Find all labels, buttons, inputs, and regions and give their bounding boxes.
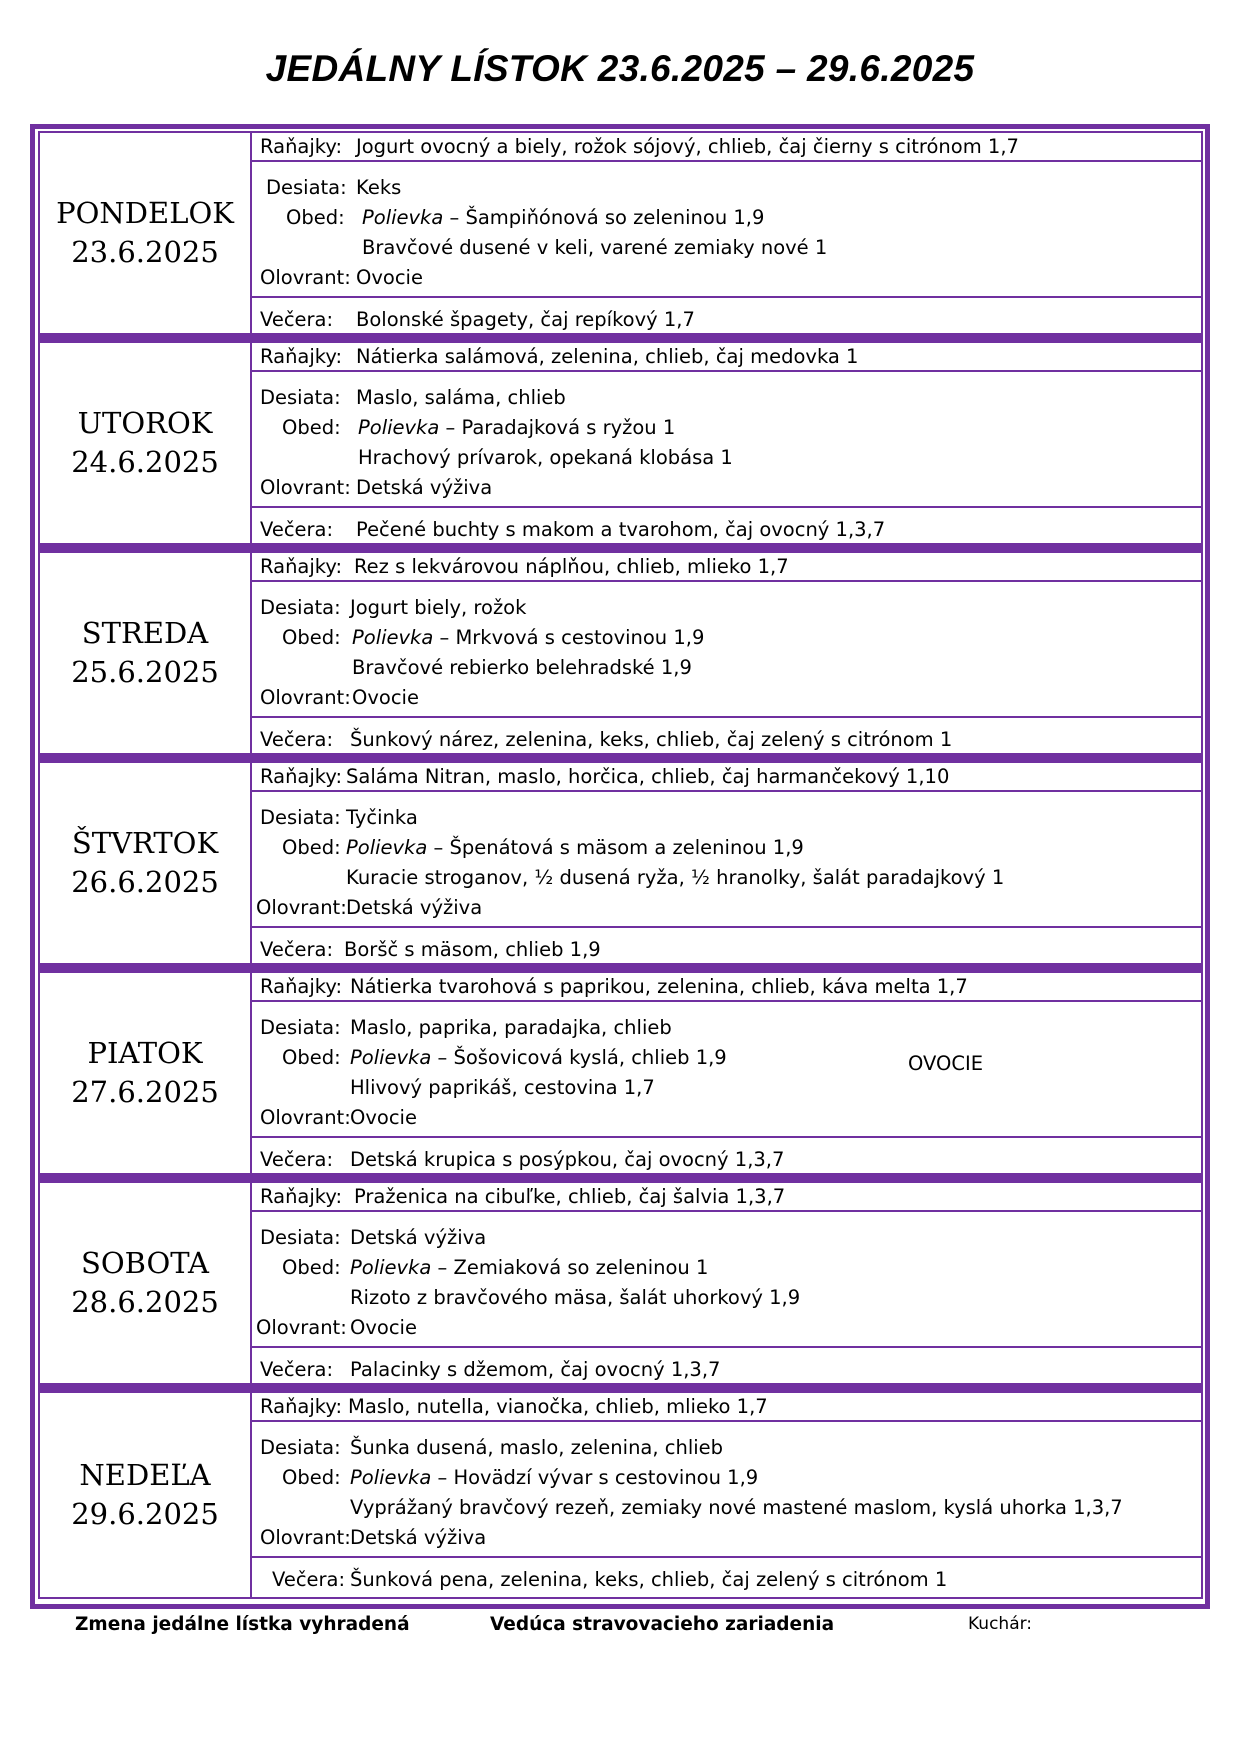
footer-manager: Vedúca stravovacieho zariadenia <box>490 1614 835 1635</box>
vecera-label: Večera: <box>260 308 334 331</box>
obed-label: Obed: <box>282 626 341 649</box>
desiata-text: Detská výživa <box>350 1226 487 1249</box>
day-cell <box>40 133 252 333</box>
ranajky-row <box>252 1393 1201 1422</box>
polievka-label: Polievka <box>358 416 440 439</box>
vecera-label: Večera: <box>260 518 334 541</box>
olovrant-text: Detská výživa <box>346 896 483 919</box>
olovrant-label: Olovrant: <box>260 266 351 289</box>
ranajky-label: Raňajky: <box>260 975 343 998</box>
day-name: PIATOK <box>87 1036 203 1070</box>
ranajky-label: Raňajky: <box>260 1185 343 1208</box>
vecera-row <box>252 1560 1201 1597</box>
lunch-row <box>252 794 1201 928</box>
day-cell <box>40 343 252 543</box>
desiata-text: Maslo, saláma, chlieb <box>356 386 566 409</box>
ranajky-row <box>252 133 1201 162</box>
day-block <box>38 131 1203 335</box>
ranajky-text: Nátierka salámová, zelenina, chlieb, čaj medovka 1 <box>356 345 859 368</box>
vecera-label: Večera: <box>272 1568 346 1591</box>
ranajky-row <box>252 1183 1201 1212</box>
vecera-text: Bolonské špagety, čaj repíkový 1,7 <box>356 308 695 331</box>
day-name: UTOROK <box>77 406 213 440</box>
ranajky-label: Raňajky: <box>260 1395 343 1418</box>
hlavne-jedlo: Kuracie stroganov, ½ dusená ryža, ½ hranolky, šalát paradajkový 1 <box>346 866 1005 889</box>
ranajky-text: Saláma Nitran, maslo, horčica, chlieb, čaj harmančekový 1,10 <box>346 765 950 788</box>
polievka-line <box>346 836 804 859</box>
day-block <box>38 971 1203 1175</box>
day-cell <box>40 553 252 753</box>
ranajky-text: Praženica na cibuľke, chlieb, čaj šalvia 1,3,7 <box>354 1185 786 1208</box>
vecera-text: Detská krupica s posýpkou, čaj ovocný 1,3,7 <box>350 1148 785 1171</box>
day-block <box>38 1181 1203 1385</box>
polievka-line <box>350 1466 758 1489</box>
hlavne-jedlo: Hrachový prívarok, opekaná klobása 1 <box>358 446 733 469</box>
polievka-text: – Hovädzí vývar s cestovinou 1,9 <box>431 1466 759 1489</box>
olovrant-text: Ovocie <box>350 1106 417 1129</box>
vecera-text: Šunková pena, zelenina, keks, chlieb, čaj zelený s citrónom 1 <box>350 1568 948 1591</box>
vecera-text: Šunkový nárez, zelenina, keks, chlieb, čaj zelený s citrónom 1 <box>350 728 953 751</box>
footer-note: Zmena jedálne lístka vyhradená <box>75 1614 410 1635</box>
hlavne-jedlo: Vyprážaný bravčový rezeň, zemiaky nové mastené maslom, kyslá uhorka 1,3,7 <box>350 1496 1123 1519</box>
desiata-text: Tyčinka <box>346 806 418 829</box>
day-name: STREDA <box>81 616 209 650</box>
vecera-row <box>252 1350 1201 1383</box>
vecera-label: Večera: <box>260 1358 334 1381</box>
desiata-text: Jogurt biely, rožok <box>350 596 527 619</box>
ranajky-row <box>252 763 1201 792</box>
vecera-row <box>252 1140 1201 1173</box>
ranajky-row <box>252 343 1201 372</box>
obed-label: Obed: <box>282 416 341 439</box>
polievka-text: – Mrkvová s cestovinou 1,9 <box>433 626 705 649</box>
ranajky-text: Rez s lekvárovou náplňou, chlieb, mlieko 1,7 <box>354 555 789 578</box>
hlavne-jedlo: Rizoto z bravčového mäsa, šalát uhorkový 1,9 <box>350 1286 801 1309</box>
day-date: 27.6.2025 <box>71 1075 219 1109</box>
day-block <box>38 341 1203 545</box>
obed-extra: OVOCIE <box>908 1052 984 1075</box>
olovrant-text: Detská výživa <box>350 1526 487 1549</box>
lunch-row <box>252 1424 1201 1558</box>
day-date: 26.6.2025 <box>71 865 219 899</box>
day-name: NEDEĽA <box>79 1458 211 1492</box>
day-date: 25.6.2025 <box>71 655 219 689</box>
polievka-text: – Šošovicová kyslá, chlieb 1,9 <box>431 1046 727 1069</box>
day-block <box>38 761 1203 965</box>
ranajky-text: Maslo, nutella, vianočka, chlieb, mlieko 1,7 <box>348 1395 768 1418</box>
day-date: 28.6.2025 <box>71 1285 219 1319</box>
desiata-label: Desiata: <box>260 806 341 829</box>
olovrant-text: Ovocie <box>350 1316 417 1339</box>
polievka-line <box>362 206 764 229</box>
olovrant-label: Olovrant: <box>256 896 347 919</box>
polievka-text: – Paradajková s ryžou 1 <box>439 416 676 439</box>
polievka-label: Polievka <box>346 836 428 859</box>
ranajky-label: Raňajky: <box>260 345 343 368</box>
polievka-label: Polievka <box>352 626 434 649</box>
lunch-row <box>252 1004 1201 1138</box>
hlavne-jedlo: Hlivový paprikáš, cestovina 1,7 <box>350 1076 655 1099</box>
polievka-label: Polievka <box>350 1256 432 1279</box>
vecera-label: Večera: <box>260 1148 334 1171</box>
obed-label: Obed: <box>282 1466 341 1489</box>
desiata-label: Desiata: <box>266 176 347 199</box>
vecera-text: Palacinky s džemom, čaj ovocný 1,3,7 <box>350 1358 721 1381</box>
ranajky-label: Raňajky: <box>260 555 343 578</box>
lunch-row <box>252 1214 1201 1348</box>
day-date: 23.6.2025 <box>71 235 219 269</box>
vecera-row <box>252 300 1201 333</box>
polievka-label: Polievka <box>362 206 444 229</box>
desiata-label: Desiata: <box>260 596 341 619</box>
day-date: 24.6.2025 <box>71 445 219 479</box>
day-cell <box>40 1393 252 1597</box>
ranajky-label: Raňajky: <box>260 135 343 158</box>
polievka-line <box>358 416 675 439</box>
polievka-text: – Šampiňónová so zeleninou 1,9 <box>443 206 765 229</box>
footer-cook: Kuchár: <box>968 1614 1033 1634</box>
day-name: SOBOTA <box>81 1246 209 1280</box>
day-date: 29.6.2025 <box>71 1497 219 1531</box>
day-cell <box>40 1183 252 1383</box>
polievka-line <box>350 1256 708 1279</box>
hlavne-jedlo: Bravčové rebierko belehradské 1,9 <box>352 656 692 679</box>
obed-label: Obed: <box>286 206 345 229</box>
lunch-row <box>252 584 1201 718</box>
menu-title: JEDÁLNY LÍSTOK 23.6.2025 – 29.6.2025 <box>265 48 975 89</box>
vecera-label: Večera: <box>260 728 334 751</box>
day-name: ŠTVRTOK <box>71 826 219 860</box>
lunch-row <box>252 164 1201 298</box>
obed-label: Obed: <box>282 1046 341 1069</box>
vecera-row <box>252 510 1201 543</box>
vecera-label: Večera: <box>260 938 334 961</box>
olovrant-label: Olovrant: <box>260 1526 351 1549</box>
desiata-text: Maslo, paprika, paradajka, chlieb <box>350 1016 672 1039</box>
day-block <box>38 551 1203 755</box>
desiata-label: Desiata: <box>260 1226 341 1249</box>
vecera-row <box>252 720 1201 753</box>
hlavne-jedlo: Bravčové dusené v keli, varené zemiaky nové 1 <box>362 236 828 259</box>
olovrant-text: Ovocie <box>352 686 419 709</box>
olovrant-label: Olovrant: <box>260 686 351 709</box>
obed-label: Obed: <box>282 836 341 859</box>
day-cell <box>40 973 252 1173</box>
vecera-text: Pečené buchty s makom a tvarohom, čaj ovocný 1,3,7 <box>356 518 886 541</box>
desiata-text: Keks <box>356 176 402 199</box>
ranajky-row <box>252 553 1201 582</box>
ranajky-label: Raňajky: <box>260 765 343 788</box>
desiata-label: Desiata: <box>260 386 341 409</box>
olovrant-label: Olovrant: <box>256 1316 347 1339</box>
day-name: PONDELOK <box>56 196 234 230</box>
olovrant-text: Detská výživa <box>356 476 493 499</box>
day-block <box>38 1391 1203 1599</box>
ranajky-text: Nátierka tvarohová s paprikou, zelenina, chlieb, káva melta 1,7 <box>350 975 968 998</box>
polievka-line <box>350 1046 727 1069</box>
olovrant-label: Olovrant: <box>260 476 351 499</box>
day-cell <box>40 763 252 963</box>
polievka-text: – Zemiaková so zeleninou 1 <box>431 1256 709 1279</box>
polievka-label: Polievka <box>350 1046 432 1069</box>
desiata-label: Desiata: <box>260 1016 341 1039</box>
obed-label: Obed: <box>282 1256 341 1279</box>
polievka-line <box>352 626 704 649</box>
polievka-text: – Špenátová s mäsom a zeleninou 1,9 <box>427 836 804 859</box>
vecera-text: Boršč s mäsom, chlieb 1,9 <box>344 938 601 961</box>
vecera-row <box>252 930 1201 963</box>
desiata-label: Desiata: <box>260 1436 341 1459</box>
lunch-row <box>252 374 1201 508</box>
olovrant-label: Olovrant: <box>260 1106 351 1129</box>
desiata-text: Šunka dusená, maslo, zelenina, chlieb <box>350 1436 724 1459</box>
ranajky-row <box>252 973 1201 1002</box>
polievka-label: Polievka <box>350 1466 432 1489</box>
olovrant-text: Ovocie <box>356 266 423 289</box>
ranajky-text: Jogurt ovocný a biely, rožok sójový, chlieb, čaj čierny s citrónom 1,7 <box>356 135 1019 158</box>
